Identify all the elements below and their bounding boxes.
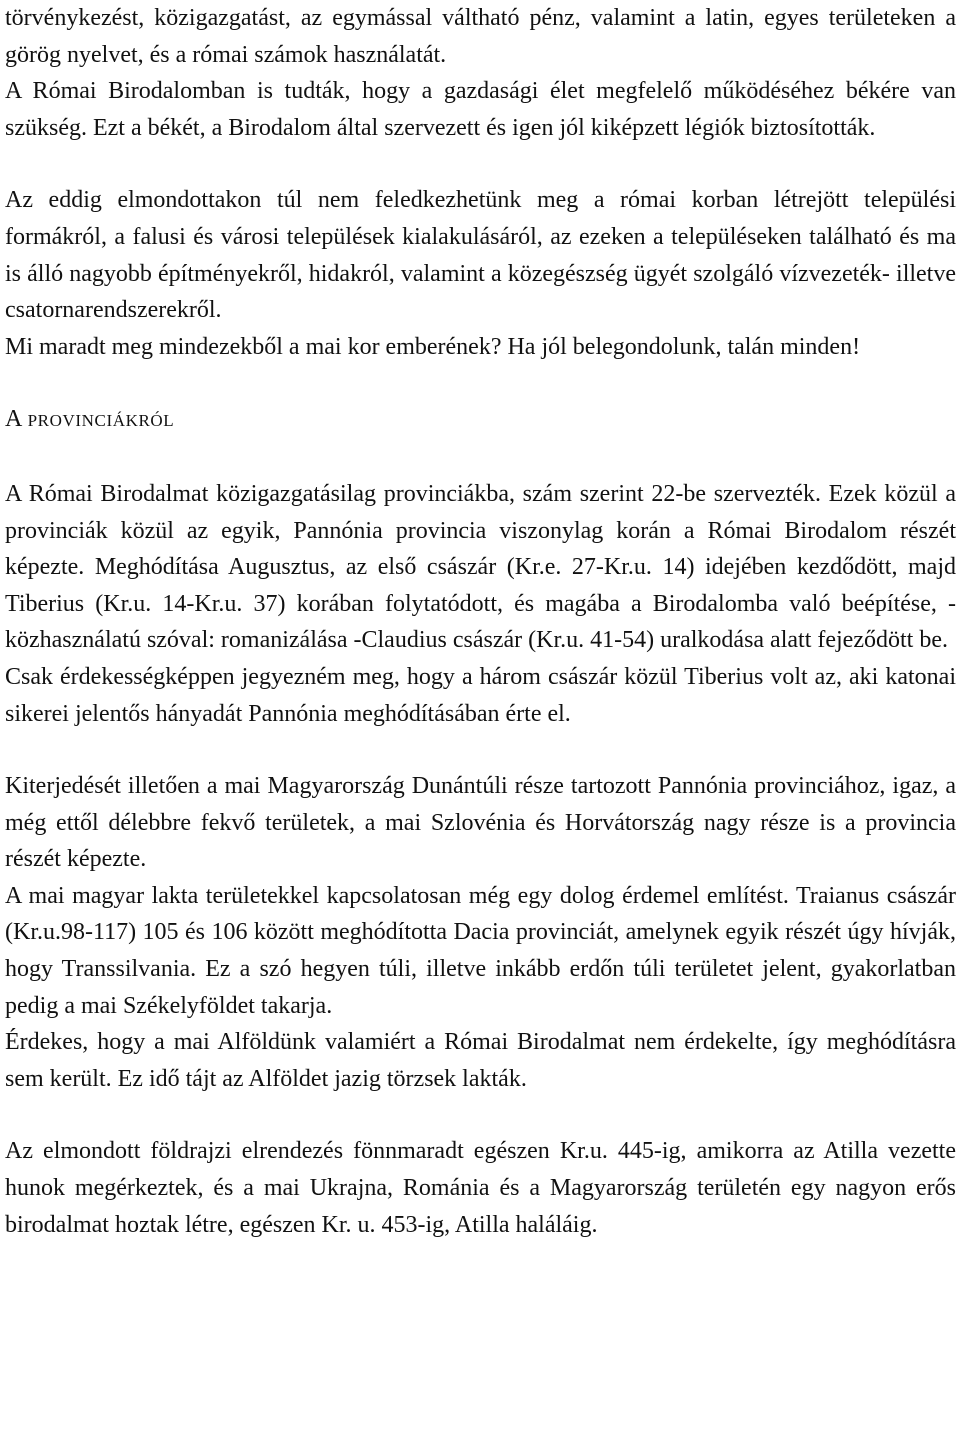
document-page	[5, 0, 956, 1243]
section-heading	[5, 401, 956, 440]
paragraph-2: A Római Birodalomban is tudták, hogy a gazdasági élet megfelelő működéséhez békére van szükség. Ezt a békét, a Birodalom által szervezett és igen jól kiképzett légiók biztosították.	[5, 78, 956, 141]
paragraph-4: Mi maradt meg mindezekből a mai kor emberének? Ha jól belegondolunk, talán minden!	[5, 333, 861, 360]
paragraph-9: Érdekes, hogy a mai Alföldünk valamiért a Római Birodalmat nem érdekelte, így meghódításra sem került. Ez idő tájt az Alföldet jazig törzsek lakták.	[5, 1029, 956, 1092]
spacer	[5, 365, 956, 401]
paragraph-7: Kiterjedését illetően a mai Magyarország Dunántúli része tartozott Pannónia provinciához, igaz, a még ettől délebbre fekvő területek, a mai Szlovénia és Horvátország nagy része is a provincia részét képezte.	[5, 773, 956, 873]
paragraph-5: A Római Birodalmat közigazgatásilag provinciákba, szám szerint 22-be szervezték. Ezek közül a provinciák közül az egyik, Pannónia provincia viszonylag korán a Római Birodalom részét képezte. Meghódítása Augusztus, az első császár (Kr.e. 27-Kr.u. 14) idejében kezdődött, majd Tiberius (Kr.u. 14-Kr.u. 37) korában folytatódott, és magába a Birodalomba való beépítése, - közhasználatú szóval: romanizálása -Claudius császár (Kr.u. 41-54) uralkodása alatt fejeződött be.	[5, 480, 956, 654]
paragraph-10: Az elmondott földrajzi elrendezés fönnmaradt egészen Kr.u. 445-ig, amikorra az Atilla vezette hunok megérkeztek, és a mai Ukrajna, Románia és a Magyarország területén egy nagyon erős birodalmat hoztak létre, egészen Kr. u. 453-ig, Atilla haláláig.	[5, 1138, 956, 1238]
spacer	[5, 440, 956, 476]
paragraph-3: Az eddig elmondottakon túl nem feledkezhetünk meg a római korban létrejött települési formákról, a falusi és városi települések kialakulásáról, az ezeken a településeken található és ma is álló nagyobb építményekről, hidakról, valamint a közegészség ügyét szolgáló vízvezeték- illetve csatornarendszerekről.	[5, 187, 956, 324]
heading-initial: A	[5, 406, 22, 433]
paragraph-6: Csak érdekességképpen jegyezném meg, hogy a három császár közül Tiberius volt az, aki katonai sikerei jelentős hányadát Pannónia meghódításában érte el.	[5, 663, 956, 727]
spacer	[5, 146, 956, 182]
paragraph-1: törvénykezést, közigazgatást, az egymással váltható pénz, valamint a latin, egyes területeken a görög nyelvet, és a római számok használatát.	[5, 5, 956, 68]
heading-rest: PROVINCIÁKRÓL	[27, 411, 175, 431]
spacer	[5, 1097, 956, 1133]
spacer	[5, 732, 956, 768]
paragraph-8: A mai magyar lakta területekkel kapcsolatosan még egy dolog érdemel említést. Traianus császár (Kr.u.98-117) 105 és 106 között meghódította Dacia provinciát, amelynek egyik részét úgy hívják, hogy Transsilvania. Ez a szó hegyen túli, illetve inkább erdőn túli területet jelent, gyakorlatban pedig a mai Székelyföldet takarja.	[5, 882, 956, 1019]
